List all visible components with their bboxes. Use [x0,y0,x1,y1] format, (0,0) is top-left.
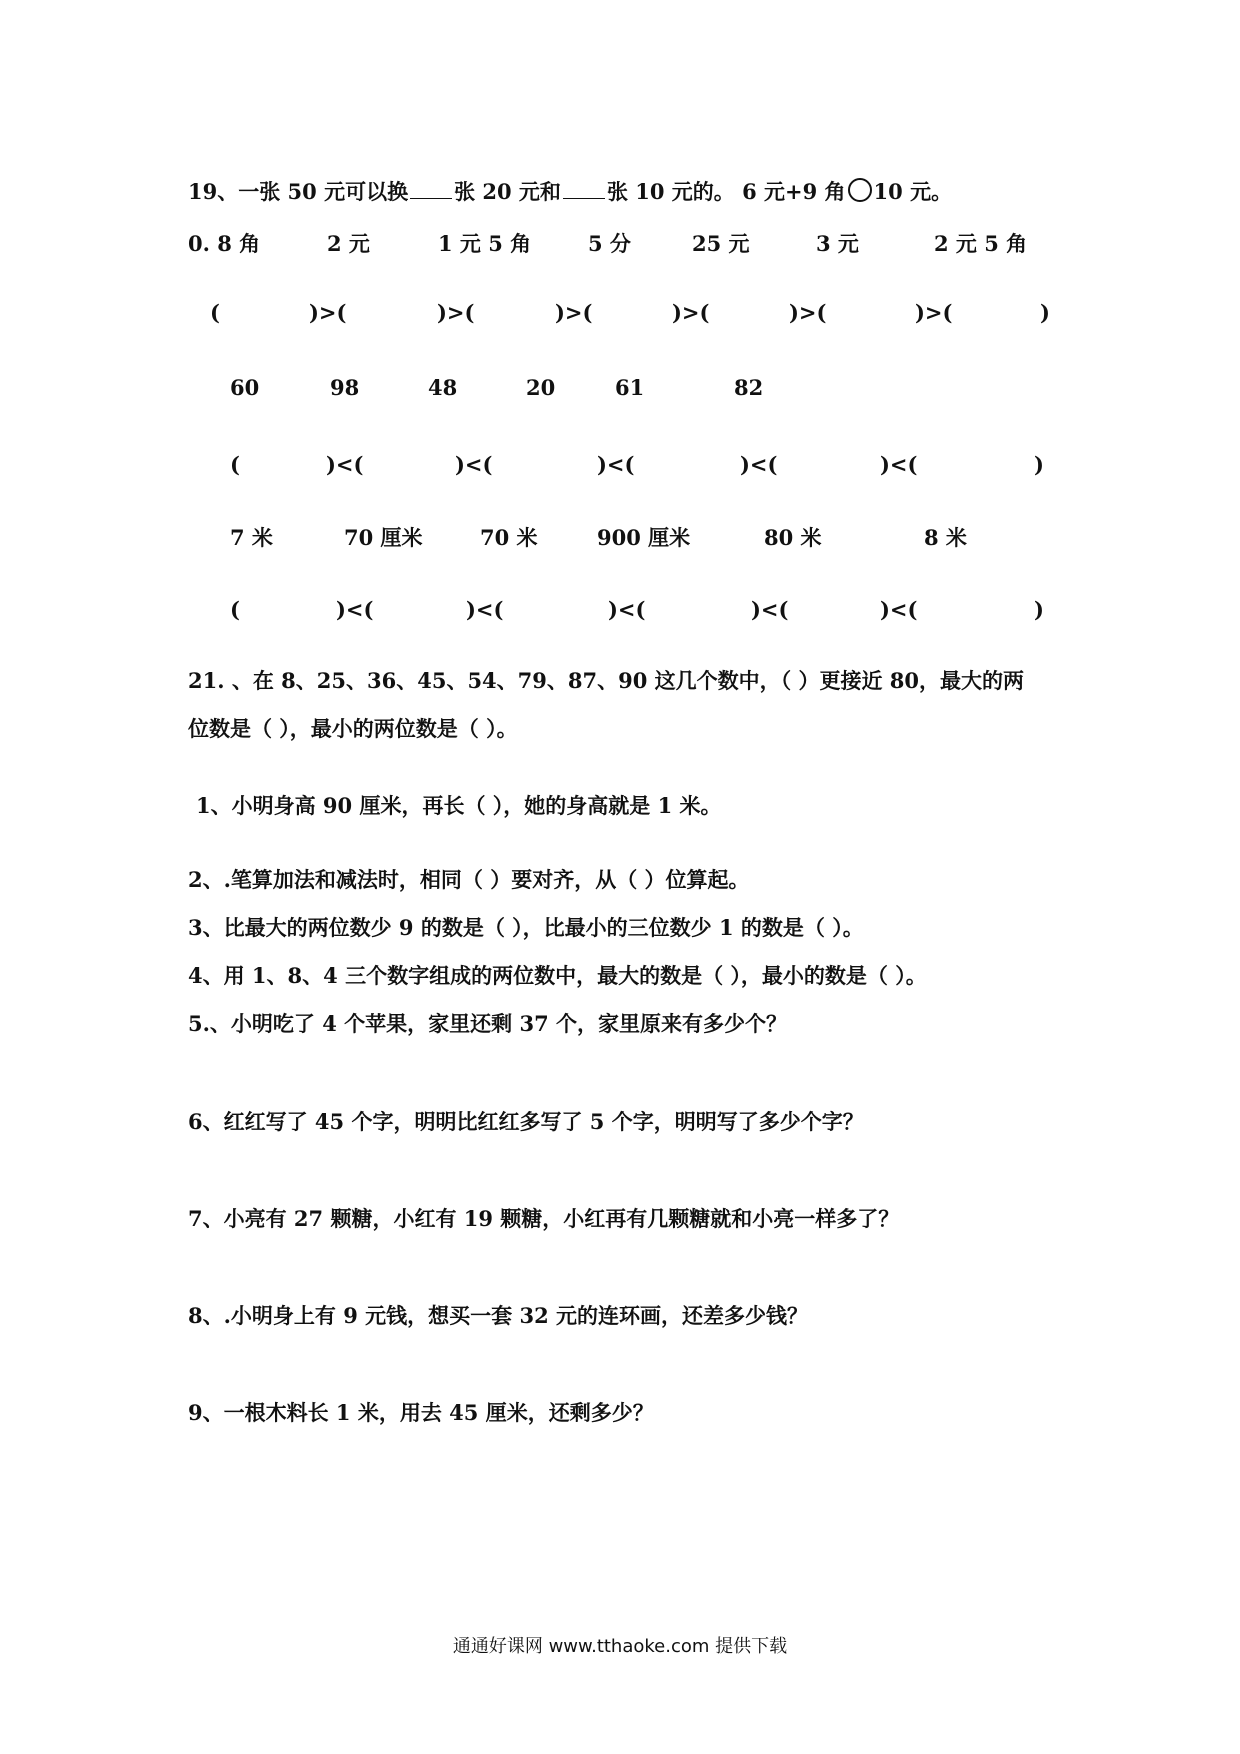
q19-part-a: 19、一张 50 元可以换 [188,179,409,204]
paren-slot: ( [230,452,240,477]
question-1: 1、小明身高 90 厘米，再长（ ），她的身高就是 1 米。 [196,793,722,818]
number-item: 82 [734,375,764,400]
paren-slot: )<( [608,597,646,622]
question-9: 9、一根木料长 1 米，用去 45 厘米，还剩多少？ [188,1400,654,1425]
length-item: 7 米 [230,525,273,550]
money-item: 0. 8 角 [188,231,261,256]
paren-slot: )<( [466,597,504,622]
paren-slot: )<( [597,452,635,477]
money-item: 3 元 [816,231,859,256]
paren-slot: )<( [740,452,778,477]
paren-slot: )<( [880,452,918,477]
question-4: 4、用 1、8、4 三个数字组成的两位数中，最大的数是（ ），最小的数是（ ）。 [188,963,927,988]
paren-slot: )>( [309,300,347,325]
number-item: 48 [428,375,458,400]
money-item: 2 元 5 角 [934,231,1028,256]
question-5: 5.、小明吃了 4 个苹果，家里还剩 37 个，家里原来有多少个？ [188,1011,788,1036]
compare-circle-icon [848,178,872,202]
length-item: 900 厘米 [597,525,691,550]
question-2: 2、.笔算加法和减法时，相同（ ）要对齐，从（ ）位算起。 [188,867,750,892]
paren-slot: )>( [915,300,953,325]
question-3: 3、比最大的两位数少 9 的数是（ ），比最小的三位数少 1 的数是（ ）。 [188,915,864,940]
money-item: 2 元 [327,231,370,256]
answer-blank [563,180,605,199]
paren-slot: ( [230,597,240,622]
paren-slot: )<( [751,597,789,622]
length-item: 8 米 [924,525,967,550]
number-item: 61 [615,375,645,400]
question-19 [188,176,952,206]
number-item: 20 [526,375,556,400]
question-8: 8、.小明身上有 9 元钱，想买一套 32 元的连环画，还差多少钱？ [188,1303,809,1328]
paren-slot: )<( [336,597,374,622]
number-item: 60 [230,375,260,400]
question-21-line-1: 21. 、在 8、25、36、45、54、79、87、90 这几个数中，（ ）更接近 80，最大的两 [188,668,1024,693]
paren-slot: ) [1040,300,1050,325]
number-item: 98 [330,375,360,400]
question-7: 7、小亮有 27 颗糖，小红有 19 颗糖，小红再有几颗糖就和小亮一样多了？ [188,1206,900,1231]
paren-slot: ) [1034,597,1044,622]
money-item: 25 元 [692,231,750,256]
paren-slot: )<( [455,452,493,477]
paren-slot: )>( [437,300,475,325]
q19-part-d: 10 元。 [873,179,953,204]
paren-slot: )>( [555,300,593,325]
length-item: 70 厘米 [344,525,423,550]
q19-part-c: 张 10 元的。 6 元+9 角 [606,179,846,204]
paren-slot: ) [1034,452,1044,477]
page-footer: 通通好课网 www.tthaoke.com 提供下载 [452,1636,788,1657]
paren-slot: )>( [672,300,710,325]
paren-slot: ( [210,300,220,325]
length-item: 80 米 [764,525,822,550]
length-item: 70 米 [480,525,538,550]
answer-blank [410,180,452,199]
money-item: 1 元 5 角 [438,231,532,256]
money-item: 5 分 [588,231,631,256]
paren-slot: )<( [880,597,918,622]
paren-slot: )>( [789,300,827,325]
question-6: 6、红红写了 45 个字，明明比红红多写了 5 个字，明明写了多少个字？ [188,1109,864,1134]
q19-part-b: 张 20 元和 [454,179,561,204]
paren-slot: )<( [326,452,364,477]
question-21-line-2: 位数是（ ），最小的两位数是（ ）。 [188,716,518,741]
